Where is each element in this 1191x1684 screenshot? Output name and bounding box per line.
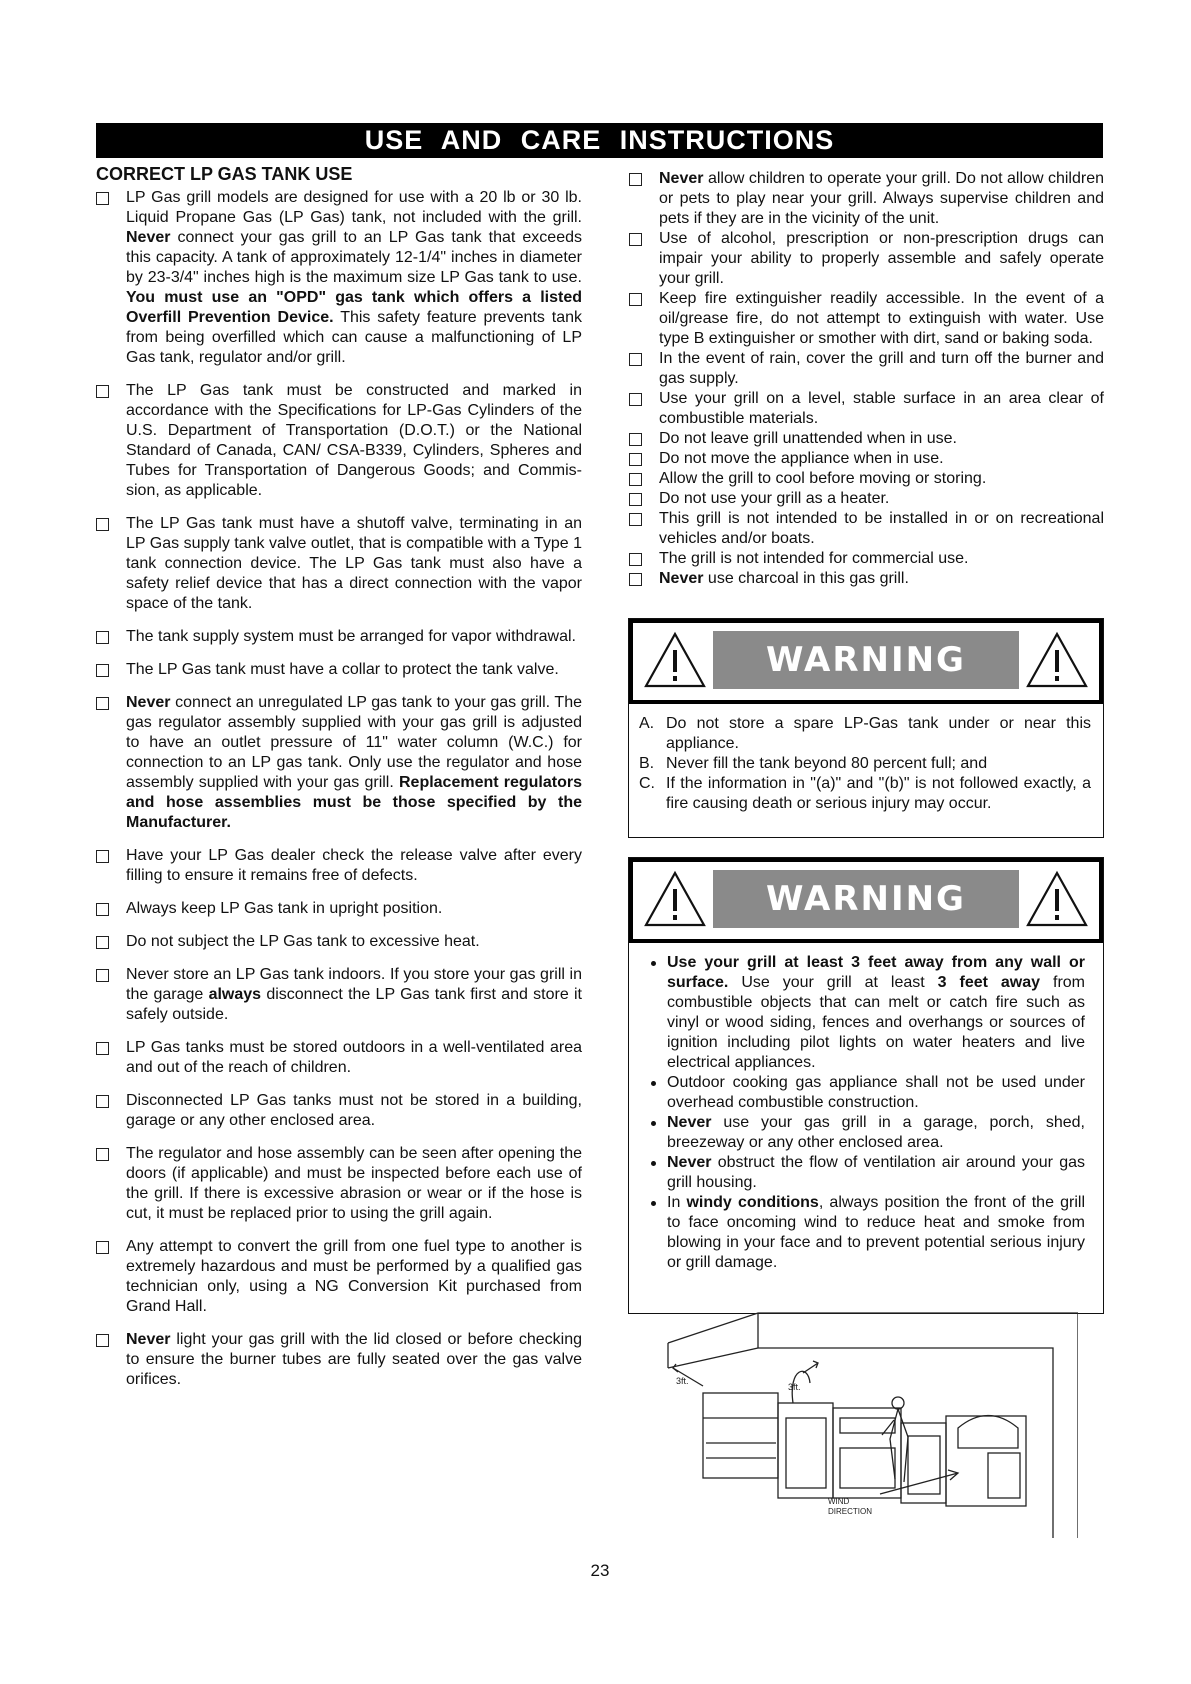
text-run: use your gas grill in a garage, porch, shed, breezeway or any other enclosed area. xyxy=(667,1114,1085,1151)
right-column xyxy=(629,169,1104,589)
clearance-label-right: 3ft. xyxy=(788,1382,801,1392)
checklist-item xyxy=(96,1038,582,1078)
grill-clearance-illustration xyxy=(658,1308,1078,1538)
bullet-item xyxy=(651,1153,1085,1193)
page-title: USE AND CARE INSTRUCTIONS xyxy=(96,123,1103,158)
checklist-item xyxy=(96,693,582,833)
text-run: The LP Gas tank must have a collar to protect the tank valve. xyxy=(126,661,559,678)
bullet-item xyxy=(651,1193,1085,1273)
text-run: Disconnected LP Gas tanks must not be stored in a building, garage or any other enclosed area. xyxy=(126,1092,582,1129)
checkbox-icon xyxy=(629,553,642,566)
text-run: This grill is not intended to be installed in or on recreational vehicles and/or boats. xyxy=(659,510,1104,547)
bold-text: windy conditions xyxy=(686,1194,819,1211)
checklist-item xyxy=(96,1330,582,1390)
right-item-list xyxy=(629,169,1104,589)
bold-text: Never xyxy=(659,570,704,587)
text-run: In the event of rain, cover the grill and turn off the burner and gas supply. xyxy=(659,350,1104,387)
text-run: The grill is not intended for commercial use. xyxy=(659,550,969,567)
checkbox-icon xyxy=(96,969,109,982)
bullet-item xyxy=(651,1113,1085,1153)
bold-text: Never xyxy=(659,170,704,187)
checkbox-icon xyxy=(96,1095,109,1108)
text-run: connect your gas grill to an LP Gas tank that exceeds this capacity. A tank of approximately 12-1/4" inches in diameter by 23-3/4" inches high is the maximum size LP Gas tank to use. xyxy=(126,229,582,286)
checkbox-icon xyxy=(96,1042,109,1055)
checkbox-icon xyxy=(629,433,642,446)
bold-text: Use your grill at least 3 feet away from any wall or surface. xyxy=(667,954,1085,991)
text-run: connect an unregulated LP gas tank to your gas grill. The gas regulator assembly supplied with your gas grill is adjusted to have an outlet pressure of 11" water column (W.C.) for connection to an LP gas tank. Only use the regulator and hose assembly supplied with your gas grill. xyxy=(126,694,582,791)
left-item-list xyxy=(96,188,582,1390)
warning-item: B. Never fill the tank beyond 80 percent full; and xyxy=(639,755,988,772)
text-run: Keep fire extinguisher readily accessible. In the event of a oil/grease fire, do not attempt to extinguish with water. Use type B extinguisher or smother with dirt, sand or baking soda. xyxy=(659,290,1104,347)
checkbox-icon xyxy=(96,1148,109,1161)
checkbox-icon xyxy=(629,513,642,526)
warning-list xyxy=(629,704,1103,814)
text-run: Any attempt to convert the grill from one fuel type to another is extremely hazardous and must be performed by a qualified gas technician only, using a NG Conversion Kit purchased from Grand Hall. xyxy=(126,1238,582,1315)
checklist-item xyxy=(96,1091,582,1131)
checkbox-icon xyxy=(96,697,109,710)
text-run: Use your grill at least xyxy=(728,974,938,991)
warning-label: WARNING xyxy=(713,870,1019,928)
bullet-item xyxy=(651,1073,1085,1113)
text-run: Do not use your grill as a heater. xyxy=(659,490,890,507)
text-run: LP Gas tanks must be stored outdoors in a well-ventilated area and out of the reach of children. xyxy=(126,1039,582,1076)
bold-text: 3 feet away xyxy=(937,974,1041,991)
checklist-item xyxy=(629,229,1104,289)
text-run: Do not leave grill unattended when in use. xyxy=(659,430,957,447)
checkbox-icon xyxy=(96,385,109,398)
bold-text: Replacement regulators and hose assemblies must be those specified by the Manufacturer. xyxy=(126,774,583,831)
text-run: use charcoal in this gas grill. xyxy=(703,570,909,587)
checklist-item xyxy=(629,349,1104,389)
checklist-item xyxy=(629,469,1104,489)
checklist-item xyxy=(96,660,582,680)
checkbox-icon xyxy=(96,1241,109,1254)
warning-header xyxy=(629,858,1103,943)
text-run: Never store an LP Gas tank indoors. If you store your gas grill in the garage xyxy=(126,966,582,1003)
warning-item: C. If the information in "(a)" and "(b)" is not followed exactly, a fire causing death or serious injury may occur. xyxy=(639,775,1091,812)
text-run: Use of alcohol, prescription or non-prescription drugs can impair your ability to properly assemble and safely operate your grill. xyxy=(659,230,1104,287)
text-run: The LP Gas tank must have a shutoff valve, terminating in an LP Gas supply tank valve outlet, that is compatible with a Type 1 tank connection device. The LP Gas tank must also have a safety relief device that has a direct connection with the vapor space of the tank. xyxy=(126,515,582,612)
text-run: disconnect the LP Gas tank first and store it safely outside. xyxy=(126,986,582,1023)
checkbox-icon xyxy=(629,293,642,306)
checkbox-icon xyxy=(96,631,109,644)
checklist-item xyxy=(629,289,1104,349)
section-heading: CORRECT LP GAS TANK USE xyxy=(96,164,353,184)
checkbox-icon xyxy=(96,850,109,863)
checklist-item xyxy=(629,449,1104,469)
checkbox-icon xyxy=(629,453,642,466)
checklist-item xyxy=(629,429,1104,449)
warning-triangle-icon xyxy=(643,870,707,928)
warning-box-1 xyxy=(628,618,1104,838)
bold-text: Never xyxy=(126,1331,171,1348)
checklist-item xyxy=(96,381,582,501)
checklist-item xyxy=(629,489,1104,509)
checklist-item xyxy=(96,932,582,952)
warning-header xyxy=(629,619,1103,704)
checkbox-icon xyxy=(629,233,642,246)
warning-item: A. Do not store a spare LP-Gas tank under or near this appliance. xyxy=(639,715,1091,752)
checkbox-icon xyxy=(629,173,642,186)
warning-triangle-icon xyxy=(1025,870,1089,928)
text-run: obstruct the flow of ventilation air around your gas grill housing. xyxy=(667,1154,1085,1191)
text-run: Do not move the appliance when in use. xyxy=(659,450,944,467)
warning-triangle-icon xyxy=(643,631,707,689)
text-run: Allow the grill to cool before moving or storing. xyxy=(659,470,987,487)
text-run: Outdoor cooking gas appliance shall not be used under overhead combustible construction. xyxy=(667,1074,1085,1111)
text-run: LP Gas grill models are designed for use with a 20 lb or 30 lb. Liquid Propane Gas (LP Gas) tank, not included with the grill. xyxy=(126,189,582,226)
checklist-item xyxy=(96,1237,582,1317)
bold-text: Never xyxy=(667,1154,712,1171)
left-column xyxy=(96,163,582,1403)
checkbox-icon xyxy=(629,493,642,506)
text-run: In xyxy=(667,1194,687,1211)
checkbox-icon xyxy=(629,573,642,586)
text-run: from combustible objects that can melt or catch fire such as vinyl or wood siding, fences and overhangs or sources of ignition including pilot lights on water heaters and live electrical appliances. xyxy=(667,974,1085,1071)
checklist-item xyxy=(629,569,1104,589)
wind-label: WIND xyxy=(828,1497,850,1506)
checkbox-icon xyxy=(96,192,109,205)
checklist-item xyxy=(96,1144,582,1224)
checkbox-icon xyxy=(96,664,109,677)
bold-text: always xyxy=(208,986,262,1003)
wind-label: DIRECTION xyxy=(828,1507,872,1516)
checklist-item xyxy=(96,627,582,647)
checklist-item xyxy=(629,169,1104,229)
warning-triangle-icon xyxy=(1025,631,1089,689)
text-run: allow children to operate your grill. Do not allow children or pets to play near your grill. Always supervise children and pets if they are in the vicinity of the unit. xyxy=(659,170,1104,227)
text-run: Do not subject the LP Gas tank to excessive heat. xyxy=(126,933,480,950)
warning-bullet-list xyxy=(629,943,1103,1273)
text-run: Always keep LP Gas tank in upright position. xyxy=(126,900,443,917)
checkbox-icon xyxy=(96,903,109,916)
checklist-item xyxy=(96,514,582,614)
checklist-item xyxy=(629,549,1104,569)
checkbox-icon xyxy=(629,353,642,366)
bold-text: You must use an "OPD" gas tank which offers a listed Overfill Prevention Device. xyxy=(126,289,582,326)
warning-box-2 xyxy=(628,857,1104,1314)
text-run: This safety feature prevents tank from being overfilled which can cause a malfunctioning of LP Gas tank, regulator and/or grill. xyxy=(126,309,583,366)
text-run: Have your LP Gas dealer check the release valve after every filling to ensure it remains free of defects. xyxy=(126,847,582,884)
text-run: The LP Gas tank must be constructed and marked in accordance with the Specifications for LP-Gas Cylinders of the U.S. Department of Transportation (D.O.T.) or the National Standard of Canada, CAN/ CSA-B339, Cylinders, Spheres and Tubes for Transportation of Dangerous Goods; and Commis-sion, as applicable. xyxy=(126,382,582,499)
checkbox-icon xyxy=(96,936,109,949)
checklist-item xyxy=(629,509,1104,549)
text-run: Use your grill on a level, stable surface in an area clear of combustible materials. xyxy=(659,390,1104,427)
bold-text: Never xyxy=(126,229,171,246)
checklist-item xyxy=(629,389,1104,429)
checkbox-icon xyxy=(96,1334,109,1347)
checklist-item xyxy=(96,899,582,919)
checklist-item xyxy=(96,965,582,1025)
bold-text: Never xyxy=(126,694,171,711)
checkbox-icon xyxy=(96,518,109,531)
checkbox-icon xyxy=(629,393,642,406)
bold-text: Never xyxy=(667,1114,712,1131)
clearance-label-left: 3ft. xyxy=(676,1376,689,1386)
bullet-item xyxy=(651,953,1085,1073)
warning-label: WARNING xyxy=(713,631,1019,689)
text-run: The tank supply system must be arranged for vapor withdrawal. xyxy=(126,628,576,645)
text-run: , always position the front of the grill to face oncoming wind to reduce heat and smoke from blowing in your face and to prevent potential serious injury or grill damage. xyxy=(667,1194,1085,1271)
checklist-item xyxy=(96,188,582,368)
checklist-item xyxy=(96,846,582,886)
checkbox-icon xyxy=(629,473,642,486)
page-number: 23 xyxy=(590,1561,610,1580)
text-run: light your gas grill with the lid closed or before checking to ensure the burner tubes are fully seated over the gas valve orifices. xyxy=(126,1331,582,1388)
text-run: The regulator and hose assembly can be seen after opening the doors (if applicable) and must be inspected before each use of the grill. If there is excessive abrasion or wear or if the hose is cut, it must be replaced prior to using the grill again. xyxy=(126,1145,582,1222)
